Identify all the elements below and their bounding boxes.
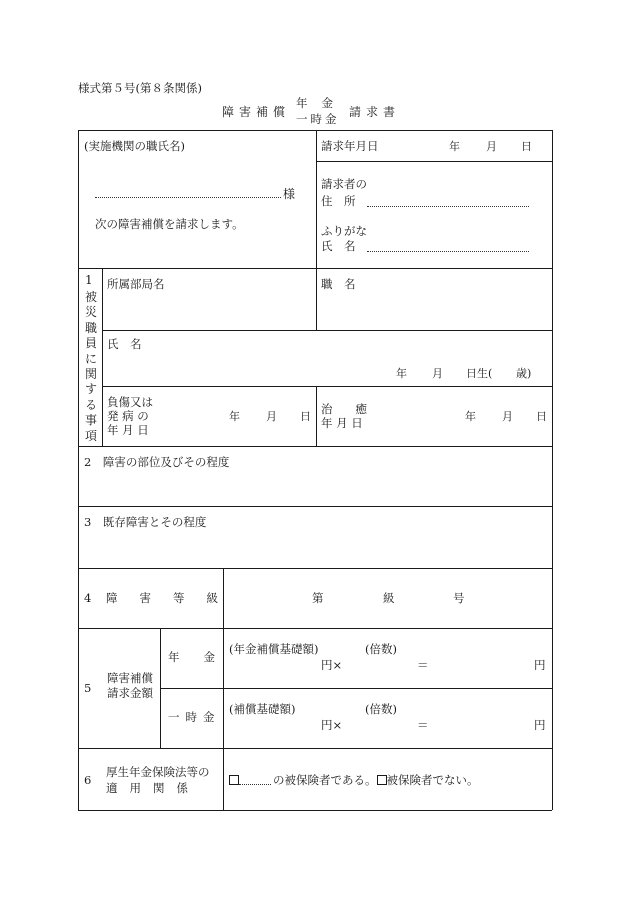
annuity-base-label: (年金補償基礎額) <box>229 642 319 656</box>
injury-label-line1: 負傷又は <box>107 395 153 409</box>
grade-dai: 第 <box>312 591 324 605</box>
cure-label-line2: 年 月 日 <box>321 416 363 430</box>
job-title-label: 職 名 <box>321 277 356 291</box>
annuity-yen-times: 円× <box>321 658 343 672</box>
employee-name-label: 氏 名 <box>107 337 142 351</box>
applicant-name-field[interactable] <box>367 251 529 252</box>
lump-sum-yen: 円 <box>534 718 546 732</box>
insured-text: の被保険者である。 <box>273 773 377 787</box>
grid-line <box>160 628 161 748</box>
section5-label-line1: 障害補償 <box>107 671 153 685</box>
request-date-label: 請求年月日 <box>321 139 379 153</box>
section1-vertical-title: 被災職員に関する事項 <box>84 290 97 443</box>
grid-line <box>78 268 552 269</box>
birth-month: 月 <box>432 367 443 380</box>
department-label: 所属部局名 <box>107 277 165 291</box>
grid-line <box>316 386 317 446</box>
form-title-main: 障害補償 <box>222 105 291 119</box>
grid-line <box>316 161 552 162</box>
insured-checkbox[interactable] <box>229 775 239 785</box>
address-field[interactable] <box>367 206 529 207</box>
applicant-label: 請求者の <box>321 177 367 191</box>
lump-sum-base-label: (補償基礎額) <box>229 702 296 716</box>
sama-suffix: 様 <box>283 187 296 201</box>
section5-label-line2: 請求金額 <box>107 686 153 700</box>
annuity-equals: ＝ <box>417 658 429 672</box>
grid-line <box>78 748 552 749</box>
grid-line <box>78 628 552 629</box>
birth-year: 年 <box>396 367 407 380</box>
lump-sum-equals: ＝ <box>417 718 429 732</box>
section6-label-line2: 適用関係 <box>106 781 200 795</box>
cure-year: 年 <box>465 410 476 423</box>
address-label <box>321 196 356 208</box>
grade-kyu: 級 <box>383 591 395 605</box>
cure-label-text: 治 癒 <box>321 402 367 416</box>
request-date-day: 日 <box>521 140 532 153</box>
section2-label: 2 障害の部位及びその程度 <box>84 455 230 469</box>
form-title-option-annuity: 年金 <box>296 96 347 110</box>
request-statement: 次の障害補償を請求します。 <box>95 217 244 231</box>
cure-day: 日 <box>536 410 547 423</box>
cure-label-line1 <box>321 404 367 416</box>
form-title-suffix: 請求書 <box>349 105 401 119</box>
section3-label: 3 既存障害とその程度 <box>84 515 207 529</box>
institution-name-field[interactable] <box>95 197 281 198</box>
furigana-label: ふりがな <box>321 224 367 238</box>
section4-number: 4 <box>84 591 92 605</box>
grid-line <box>160 688 552 689</box>
annuity-label: 年金 <box>168 650 239 664</box>
not-insured-checkbox[interactable] <box>377 775 387 785</box>
birth-day-suffix: 日生( <box>466 367 493 380</box>
cure-month: 月 <box>502 410 513 423</box>
grid-line <box>102 330 552 331</box>
grid-line <box>316 268 317 330</box>
lump-sum-yen-times: 円× <box>321 718 343 732</box>
address-label-text: 住 所 <box>321 194 356 208</box>
age-suffix: 歳) <box>516 367 532 380</box>
institution-head-label: (実施機関の職氏名) <box>84 139 185 153</box>
table-border-right <box>552 130 553 810</box>
form-title-option-lump-sum: 一時金 <box>296 112 340 126</box>
grid-line <box>78 568 552 569</box>
injury-label-line3: 年 月 日 <box>107 423 149 437</box>
form-number-label: 様式第５号(第８条関係) <box>78 81 202 95</box>
lump-sum-label: 一時金 <box>168 710 221 724</box>
lump-sum-multiplier-label: (倍数) <box>365 702 397 716</box>
annuity-yen: 円 <box>534 658 546 672</box>
grid-line <box>78 506 552 507</box>
section5-number: 5 <box>84 681 92 695</box>
section6-options <box>229 774 479 787</box>
table-border-bottom <box>78 810 552 811</box>
injury-month: 月 <box>266 410 277 423</box>
injury-year: 年 <box>229 410 240 423</box>
injury-label-line2: 発 病 の <box>107 409 149 423</box>
table-border-left <box>78 130 79 810</box>
section6-label-line1: 厚生年金保険法等の <box>106 765 210 779</box>
insurance-name-field[interactable] <box>239 774 271 785</box>
grid-line <box>316 130 317 268</box>
section6-number: 6 <box>84 773 92 787</box>
not-insured-text: 被保険者でない。 <box>386 773 479 787</box>
grid-line <box>102 268 103 446</box>
grade-go: 号 <box>453 591 465 605</box>
table-border-top <box>78 130 552 131</box>
request-date-month: 月 <box>486 140 497 153</box>
annuity-multiplier-label: (倍数) <box>365 642 397 656</box>
section4-label: 障害等級 <box>106 591 240 605</box>
request-date-year: 年 <box>449 140 460 153</box>
grid-line <box>78 446 552 447</box>
applicant-name-label: 氏 名 <box>321 239 356 253</box>
section1-number: 1 <box>85 273 93 287</box>
injury-day: 日 <box>300 410 311 423</box>
grid-line <box>102 386 552 387</box>
